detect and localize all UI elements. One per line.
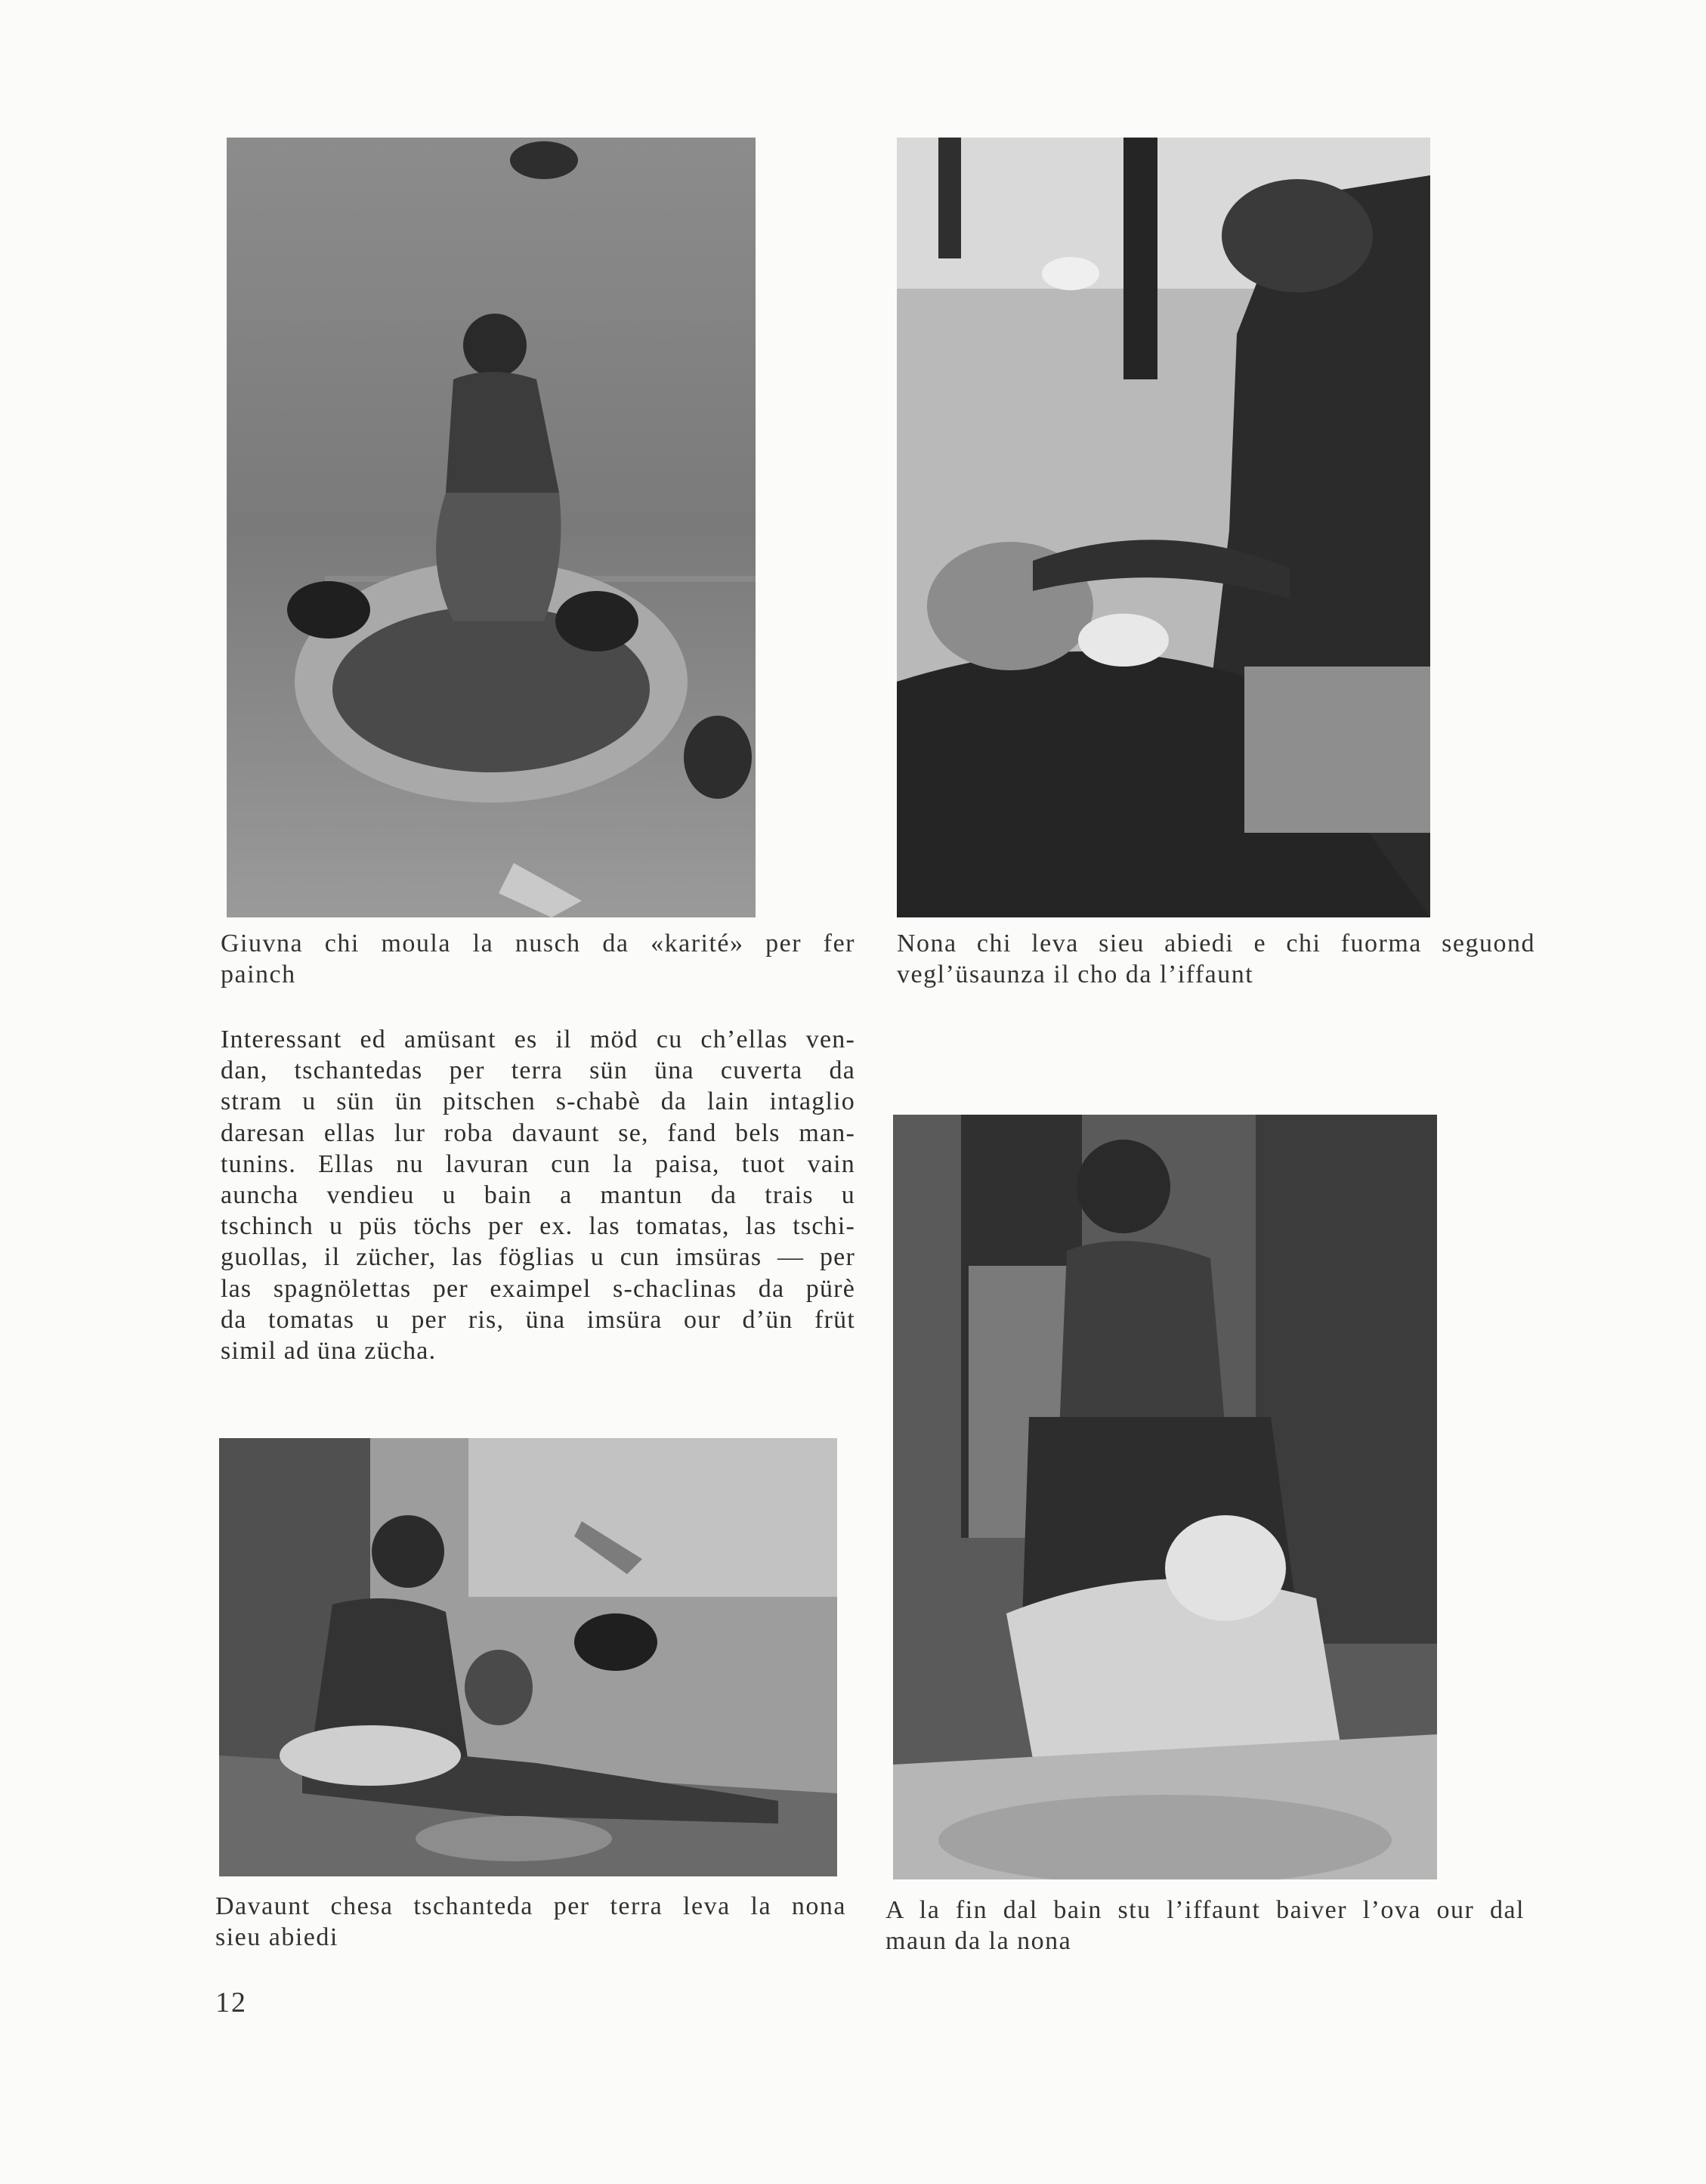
caption-line: Nona chi leva sieu abiedi e chi fuorma seguond: [897, 930, 1535, 957]
caption-photo-1: [221, 928, 855, 990]
photo-grandmother-washing-outside: [219, 1438, 837, 1876]
caption-line: sieu abiedi: [215, 1923, 338, 1951]
caption-photo-2: [897, 928, 1535, 990]
caption-line: Giuvna chi moula la nusch da «karité» per fer: [221, 930, 855, 957]
body-line: guollas, il zücher, las föglias u cun imsüras — per: [221, 1243, 855, 1272]
body-line: tschinch u püs töchs per ex. las tomatas, las tschi-: [221, 1212, 855, 1241]
photo-baby-drinking-from-hand: [893, 1115, 1437, 1879]
caption-photo-4: [885, 1895, 1525, 1957]
page-number: 12: [215, 1987, 247, 2018]
photo-grandmother-shaping-head: [897, 138, 1430, 917]
caption-line: vegl’üsaunza il cho da l’iffaunt: [897, 961, 1254, 988]
body-paragraph: [221, 1024, 855, 1366]
caption-line: Davaunt chesa tschanteda per terra leva la nona: [215, 1892, 846, 1920]
caption-line: A la fin dal bain stu l’iffaunt baiver l’ova our dal: [885, 1896, 1525, 1924]
caption-line: maun da la nona: [885, 1927, 1072, 1955]
body-line: stram u sün ün pitschen s-chabè da lain intaglio: [221, 1087, 855, 1116]
body-line: dan, tschantedas per terra sün üna cuverta da: [221, 1056, 855, 1085]
body-line: Interessant ed amüsant es il möd cu ch’ellas ven-: [221, 1025, 855, 1053]
body-line: las spagnölettas per exaimpel s-chaclinas da pürè: [221, 1274, 855, 1303]
body-line: auncha vendieu u bain a mantun da trais u: [221, 1181, 855, 1210]
caption-line: painch: [221, 961, 296, 988]
body-line: daresan ellas lur roba davaunt se, fand bels man-: [221, 1118, 855, 1147]
body-line: tunins. Ellas nu lavuran cun la paisa, tuot vain: [221, 1149, 855, 1178]
body-line: simil ad üna zücha.: [221, 1337, 437, 1366]
caption-photo-3: [215, 1891, 846, 1953]
photo-woman-grinding-karite: [227, 138, 756, 917]
body-line: da tomatas u per ris, üna imsüra our d’ün früt: [221, 1305, 855, 1334]
